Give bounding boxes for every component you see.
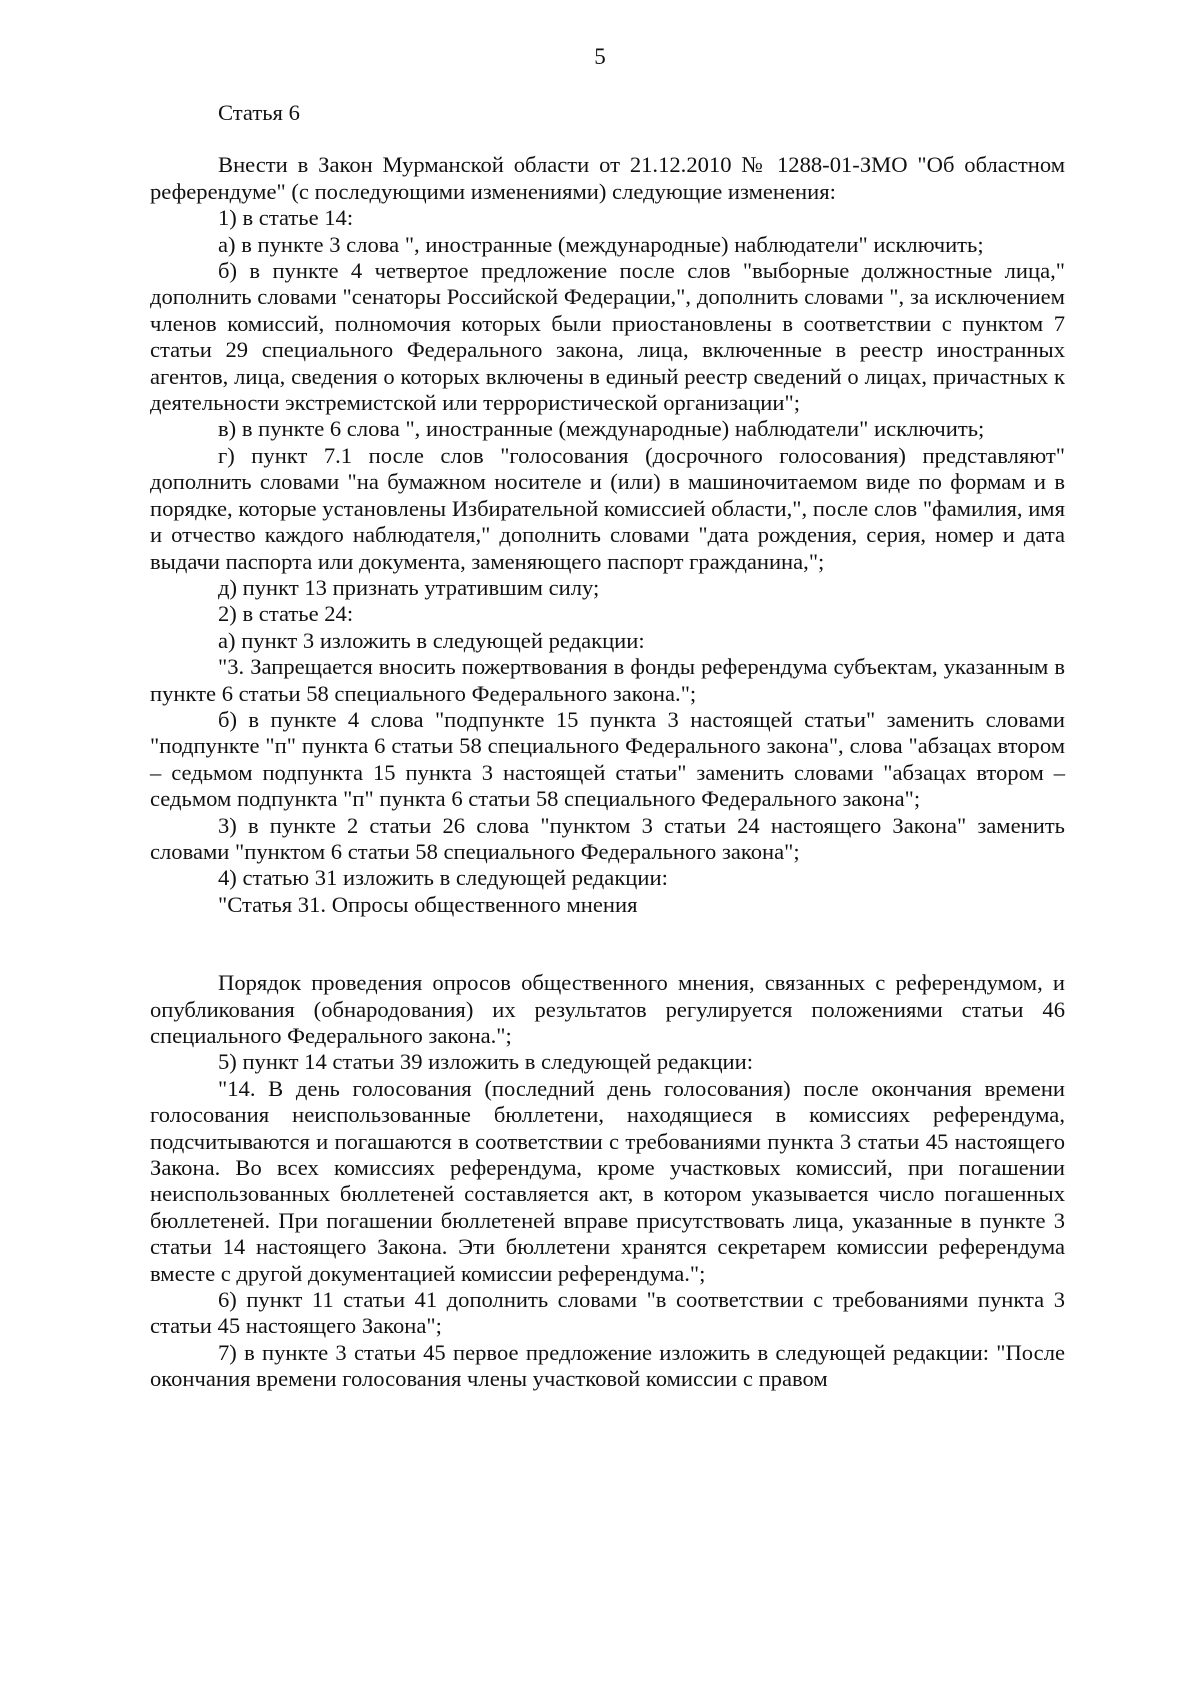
- paragraph-item-1d: д) пункт 13 признать утратившим силу;: [218, 574, 600, 600]
- document-body: [150, 100, 1065, 1393]
- paragraph-item-1b: б) в пункте 4 четвертое предложение после слов "выборные должностные лица," дополнить словами "сенаторы Российской Федерации,", дополнить словами ", за исключением членов комиссий, полномочия которых были приостановлены в соответствии с пунктом 7 статьи 29 специального Федерального закона, лица, включенные в реестр иностранных агентов, лица, сведения о которых включены в единый реестр сведений о лицах, причастных к деятельности экстремистской или террористической организации";: [150, 258, 1065, 416]
- paragraph-item-3: 3) в пункте 2 статьи 26 слова "пунктом 3 статьи 24 настоящего Закона" заменить словами "пунктом 6 статьи 58 специального Федерального закона";: [150, 812, 1065, 864]
- paragraph-item-6: 6) пункт 11 статьи 41 дополнить словами "в соответствии с требованиями пункта 3 статьи 45 настоящего Закона";: [150, 1287, 1065, 1339]
- paragraph-item-1v: в) в пункте 6 слова ", иностранные (международные) наблюдатели" исключить;: [218, 416, 985, 442]
- paragraph-item-4: 4) статью 31 изложить в следующей редакции:: [218, 865, 668, 891]
- paragraph-item-1g: г) пункт 7.1 после слов "голосования (досрочного голосования) представляют" дополнить словами "на бумажном носителе и (или) в машиночитаемом виде по формам и в порядке, которые установлены Избирательной комиссией области,", после слов "фамилия, имя и отчество каждого наблюдателя," дополнить словами "дата рождения, серия, номер и дата выдачи паспорта или документа, заменяющего паспорт гражданина,";: [150, 442, 1065, 574]
- paragraph-item-2b: б) в пункте 4 слова "подпункте 15 пункта 3 настоящей статьи" заменить словами "подпункте "п" пункта 6 статьи 58 специального Федерального закона", слова "абзацах втором – седьмом подпункта 15 пункта 3 настоящей статьи" заменить словами "абзацах втором – седьмом подпункта "п" пункта 6 статьи 58 специального Федерального закона";: [150, 706, 1065, 812]
- paragraph-article-31-body: Порядок проведения опросов общественного мнения, связанных с референдумом, и опубликования (обнародования) их результатов регулируется положениями статьи 46 специального Федерального закона.";: [150, 970, 1065, 1048]
- paragraph-quote-14: "14. В день голосования (последний день голосования) после окончания времени голосования неиспользованные бюллетени, находящиеся в комиссиях референдума, подсчитываются и погашаются в соответствии с требованиями пункта 3 статьи 45 настоящего Закона. Во всех комиссиях референдума, кроме участковых комиссий, при погашении неиспользованных бюллетеней составляется акт, в котором указывается число погашенных бюллетеней. При погашении бюллетеней вправе присутствовать лица, указанные в пункте 3 статьи 14 настоящего Закона. Эти бюллетени хранятся секретарем комиссии референдума вместе с другой документацией комиссии референдума.";: [150, 1075, 1065, 1286]
- paragraph-article-31-title: "Статья 31. Опросы общественного мнения: [218, 891, 638, 917]
- paragraph-item-1a: а) в пункте 3 слова ", иностранные (международные) наблюдатели" исключить;: [218, 231, 984, 257]
- paragraph-quote-3: "3. Запрещается вносить пожертвования в фонды референдума субъектам, указанным в пункте 6 статьи 58 специального Федерального закона.";: [150, 654, 1065, 706]
- paragraph-item-7: 7) в пункте 3 статьи 45 первое предложение изложить в следующей редакции: "После окончания времени голосования члены участковой комиссии с правом: [150, 1339, 1065, 1392]
- paragraph-item-1: 1) в статье 14:: [218, 205, 354, 231]
- paragraph-intro: Внести в Закон Мурманской области от 21.12.2010 № 1288-01-ЗМО "Об областном референдуме" (с последующими изменениями) следующие изменения:: [150, 152, 1065, 204]
- page-number: 5: [594, 44, 606, 69]
- article-heading: Статья 6: [218, 100, 300, 125]
- paragraph-item-2: 2) в статье 24:: [218, 601, 354, 627]
- paragraph-item-5: 5) пункт 14 статьи 39 изложить в следующей редакции:: [218, 1049, 753, 1075]
- paragraph-item-2a: а) пункт 3 изложить в следующей редакции:: [218, 627, 645, 653]
